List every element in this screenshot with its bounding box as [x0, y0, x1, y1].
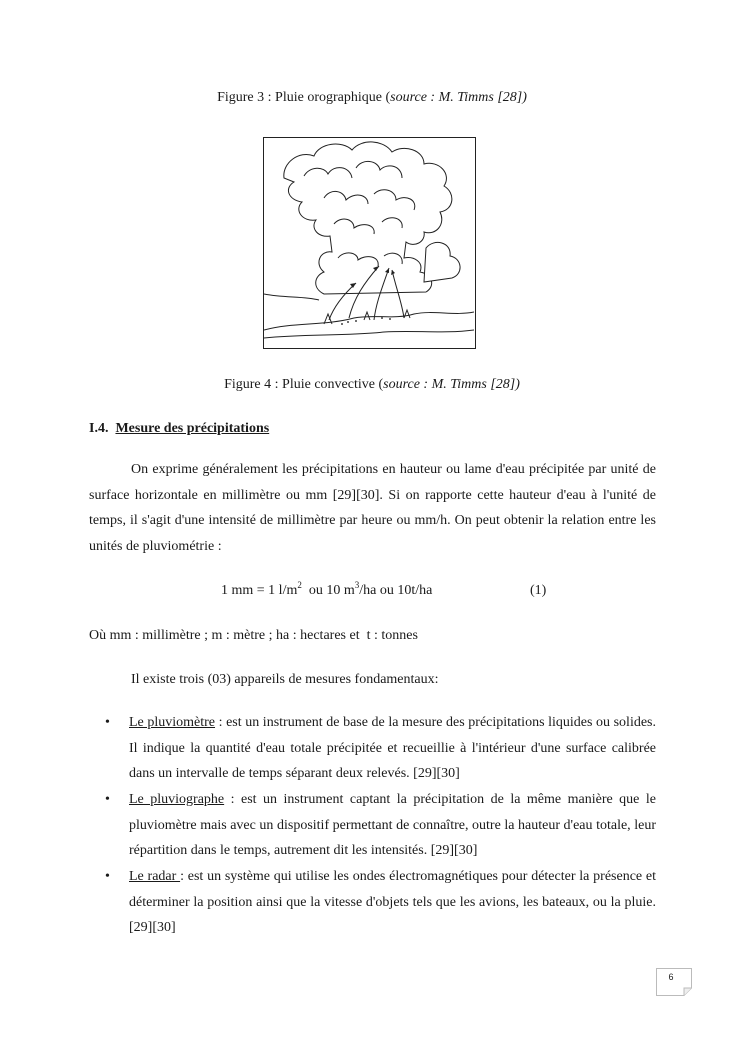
- figure-4-caption: [0, 376, 744, 394]
- paragraph-1: On exprime généralement les précipitations en hauteur ou lame d'eau précipitée par unité de surface horizontale en millimètre ou mm [29][30]. Si on rapporte cette hauteur d'eau à l'unité de temps, il s'agit d'une intensité de millimètre par heure ou mm/h. On peut obtenir la relation entre les unités de pluviométrie :: [89, 462, 656, 554]
- equation-number: (1): [530, 583, 547, 598]
- list-item-text: [129, 710, 656, 787]
- figure-3-label: Figure 3 : Pluie orographique (: [217, 90, 391, 105]
- section-title: Mesure des précipitations: [115, 421, 270, 436]
- figure-4-source: source : M. Timms [28]): [383, 377, 520, 392]
- list-item-term: Le pluviomètre: [129, 715, 216, 730]
- page-number: 6: [668, 972, 674, 982]
- formula-part-3: /ha ou 10t/ha: [359, 583, 433, 598]
- bullet-dot: •: [105, 792, 110, 807]
- list-item-term: Le pluviographe: [129, 792, 225, 807]
- list-item-text: [129, 864, 656, 941]
- formula-superscript-1: 2: [297, 580, 302, 590]
- section-heading: [89, 420, 269, 438]
- figure-3-caption: [0, 89, 744, 107]
- figure-4-label: Figure 4 : Pluie convective (: [224, 377, 384, 392]
- list-item-description: : est un instrument de base de la mesure des précipitations liquides ou solides. Il indique la quantité d'eau totale précipitée et recueillie à l'intérieur d'une surface calibrée dans un intervalle de temps séparant deux relevés. [29][30]: [129, 715, 656, 781]
- list-item-description: : est un système qui utilise les ondes électromagnétiques pour détecter la présence et déterminer la position ainsi que la vitesse d'objets tels que les avions, les bateaux, ou la pluie. [29][30]: [129, 869, 656, 935]
- list-item-text: [129, 787, 656, 864]
- list-item-description: : est un instrument captant la précipitation de la même manière que le pluviomètre mais avec un dispositif permettant de connaître, outre la hauteur d'eau totale, leur répartition dans le temps, autrement dit les intensités. [29][30]: [129, 792, 656, 858]
- section-number: I.4.: [89, 421, 109, 436]
- intro-line: Il existe trois (03) appareils de mesures fondamentaux:: [131, 672, 439, 687]
- formula-part-2: ou 10 m: [301, 583, 355, 598]
- bullet-dot: •: [105, 869, 110, 884]
- page-number-box: [656, 968, 692, 996]
- units-line: Où mm : millimètre ; m : mètre ; ha : hectares et t : tonnes: [89, 628, 418, 643]
- convective-cloud-illustration: [264, 138, 474, 347]
- formula-part-1: 1 mm = 1 l/m: [221, 583, 298, 598]
- bullet-dot: •: [105, 715, 110, 730]
- list-item-term: Le radar: [129, 869, 181, 884]
- formula-superscript-2: 3: [354, 580, 360, 590]
- formula: [221, 582, 432, 600]
- figure-4-image: [263, 137, 476, 349]
- figure-3-source: source : M. Timms [28]): [390, 90, 527, 105]
